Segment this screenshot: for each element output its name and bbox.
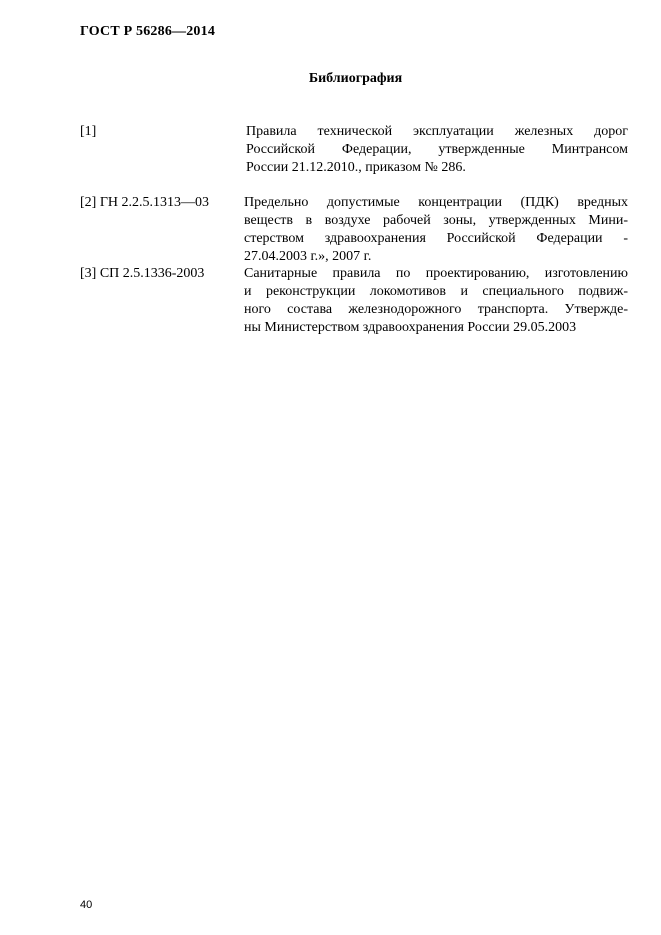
reference-line: Правила технической эксплуатации железных дорог [246, 124, 628, 139]
document-header: ГОСТ Р 56286—2014 [80, 24, 216, 39]
reference-line: 27.04.2003 г.», 2007 г. [244, 249, 372, 264]
reference-line: Российской Федерации, утвержденные Минтрансом [246, 142, 628, 157]
reference-text [244, 265, 628, 337]
reference-line: России 21.12.2010., приказом № 286. [246, 160, 466, 175]
reference-line: и реконструкции локомотивов и специального подвиж- [244, 284, 628, 299]
reference-line: ного состава железнодорожного транспорта. Утвержде- [244, 302, 628, 317]
reference-code: [2] ГН 2.2.5.1313—03 [80, 195, 210, 210]
reference-code: [1] [80, 124, 97, 139]
reference-line: стерством здравоохранения Российской Федерации - [244, 231, 628, 246]
page-number: 40 [80, 899, 93, 911]
reference-line: Предельно допустимые концентрации (ПДК) вредных [244, 195, 628, 210]
reference-text [244, 194, 628, 266]
reference-line: Санитарные правила по проектированию, изготовлению [244, 266, 628, 281]
reference-line: ны Министерством здравоохранения России 29.05.2003 [244, 320, 577, 335]
reference-line: веществ в воздухе рабочей зоны, утвержденных Мини- [244, 213, 628, 228]
bibliography-title: Библиография [308, 71, 403, 86]
reference-text [246, 123, 628, 177]
reference-code: [3] СП 2.5.1336-2003 [80, 266, 205, 281]
